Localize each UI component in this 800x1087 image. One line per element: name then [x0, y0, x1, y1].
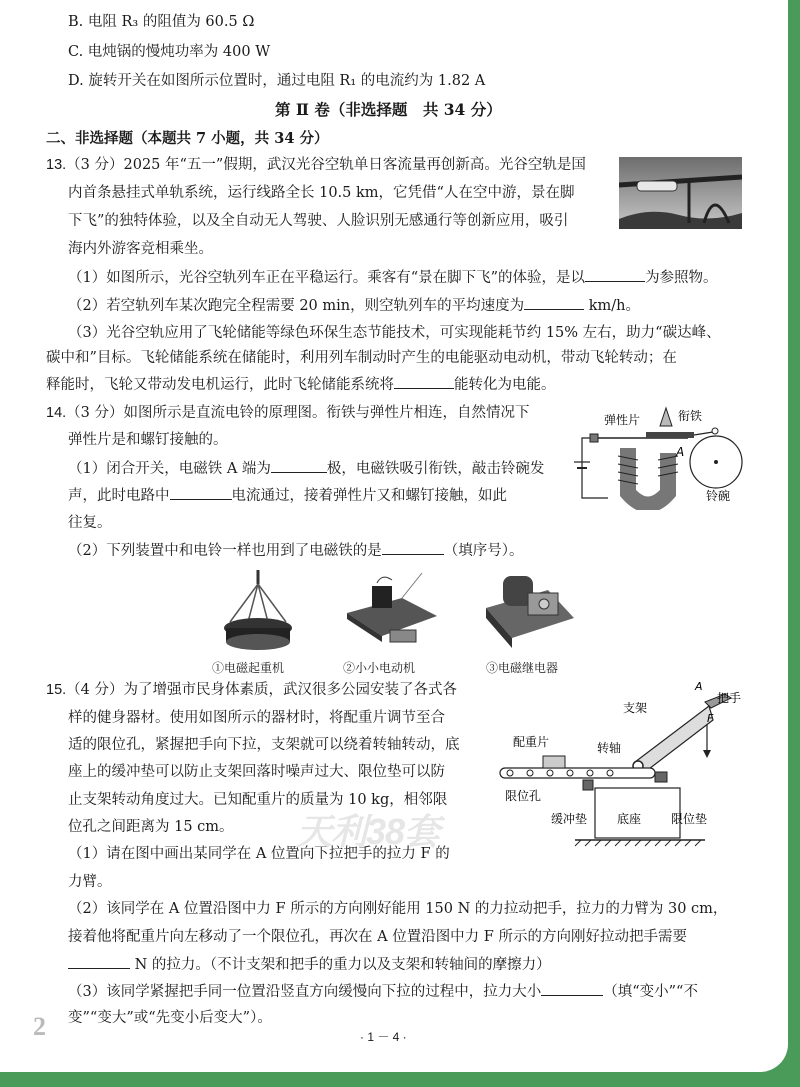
q14-part1-line-1: （1）闭合开关，电磁铁 A 端为 极，电磁铁吸引衔铁，敲击铃碗发	[68, 458, 544, 479]
q14-number: 14.	[46, 405, 67, 421]
label-limit-hole: 限位孔	[505, 789, 542, 803]
electric-bell-diagram	[568, 398, 748, 510]
q14-part2: （2）下列装置中和电铃一样也用到了电磁铁的是 （填序号）。	[68, 540, 523, 561]
option-d: D. 旋转开关在如图所示位置时，通过电阻 R₁ 的电流约为 1.82 A	[68, 73, 486, 89]
page-footer: · 1 － 4 ·	[360, 1030, 407, 1044]
q15-line-1: 15.（4 分）为了增强市民身体素质，武汉很多公园安装了各式各	[46, 682, 458, 698]
q15-number: 15.	[46, 682, 67, 698]
q13-number: 13.	[46, 157, 67, 173]
q14-line-2: 弹性片是和螺钉接触的。	[68, 432, 228, 448]
q13-line-2: 内首条悬挂式单轨系统，运行线路全长 10.5 km，它凭借“人在空中游，景在脚	[68, 185, 575, 201]
q13-answer-blank-1[interactable]	[585, 267, 645, 282]
option-c: C. 电炖锅的慢炖功率为 400 W	[68, 44, 271, 60]
caption-motor: ②小小电动机	[343, 661, 416, 675]
q14-line-1: 14.（3 分）如图所示是直流电铃的原理图。衔铁与弹性片相连，自然情况下	[46, 405, 530, 421]
q13-answer-blank-3[interactable]	[394, 374, 454, 389]
part-title: 二、非选择题（本题共 7 小题，共 34 分）	[46, 130, 329, 147]
mini-motor-image	[342, 568, 442, 658]
caption-relay: ③电磁继电器	[486, 661, 559, 675]
option-b: B. 电阻 R₃ 的阻值为 60.5 Ω	[68, 14, 255, 30]
label-a-point: A	[695, 680, 703, 693]
q15-part1-line-1: （1）请在图中画出某同学在 A 位置向下拉把手的拉力 F 的	[68, 846, 450, 862]
q14-answer-blank-2[interactable]	[170, 485, 232, 500]
label-handle: 把手	[717, 691, 742, 705]
q15-line-4: 座上的缓冲垫可以防止支架回落时噪声过大、限位垫可以防	[68, 764, 445, 780]
label-spring-strip: 弹性片	[604, 413, 641, 427]
q15-line-3: 适的限位孔，紧握把手向下拉，支架就可以绕着转轴转动，底	[68, 737, 460, 753]
q15-part2-line-2: 接着他将配重片向左移动了一个限位孔，再次在 A 位置沿图中力 F 所示的方向刚好拉动把手需要	[68, 929, 687, 945]
q14-part1-line-2: 声，此时电路中 电流通过，接着弹性片又和螺钉接触，如此	[68, 485, 507, 506]
fitness-equipment-diagram	[495, 680, 750, 850]
q15-line-5: 止支架转动角度过大。已知配重片的质量为 10 kg，相邻限	[68, 792, 448, 808]
section-title: 第 Ⅱ 卷（非选择题 共 34 分）	[275, 100, 502, 119]
q13-line-1: 13.（3 分）2025 年“五一”假期，武汉光谷空轨单日客流量再创新高。光谷空轨是国	[46, 157, 586, 173]
q13-part2: （2）若空轨列车某次跑完全程需要 20 min，则空轨列车的平均速度为 km/h。	[68, 295, 640, 316]
q15-line-2: 样的健身器材。使用如图所示的器材时，将配重片调节至合	[68, 710, 445, 726]
q13-part1: （1）如图所示，光谷空轨列车正在平稳运行。乘客有“景在脚下飞”的体验，是以 为参照物。	[68, 267, 718, 288]
q13-part3-line-1: （3）光谷空轨应用了飞轮储能等绿色环保生态节能技术，可实现能耗节约 15% 左右，助力“碳达峰、	[68, 325, 721, 341]
q14-part1-line-3: 往复。	[68, 515, 112, 531]
page-number: 2	[33, 1012, 46, 1041]
q13-answer-blank-2[interactable]	[524, 295, 584, 310]
q13-line-4: 海内外游客竞相乘坐。	[68, 241, 213, 257]
label-base: 底座	[617, 812, 642, 826]
label-force-f: F	[707, 712, 714, 725]
q15-part3-line-2: 变”“变大”或“先变小后变大”）。	[68, 1010, 272, 1026]
q15-part1-line-2: 力臂。	[68, 874, 112, 890]
skyrail-photo	[619, 157, 742, 229]
label-a-end: A	[676, 445, 685, 459]
label-axle: 转轴	[597, 741, 622, 755]
label-frame: 支架	[623, 701, 648, 715]
relay-image	[478, 568, 578, 658]
q13-part3-line-3: 释能时，飞轮又带动发电机运行，此时飞轮储能系统将 能转化为电能。	[46, 374, 556, 395]
q14-answer-blank-3[interactable]	[382, 540, 444, 555]
electromagnetic-crane-image	[218, 570, 298, 658]
q15-part3-line-1: （3）该同学紧握把手同一位置沿竖直方向缓慢向下拉的过程中，拉力大小 （填“变小”“不	[68, 981, 698, 1002]
label-weight-plate: 配重片	[513, 735, 550, 749]
q15-part2-line-3: N 的拉力。（不计支架和把手的重力以及支架和转轴间的摩擦力）	[68, 954, 551, 975]
label-bell-bowl: 铃碗	[706, 489, 731, 503]
q13-part3-line-2: 碳中和”目标。飞轮储能系统在储能时，利用列车制动时产生的电能驱动电动机，带动飞轮转动；在	[46, 350, 677, 366]
q15-answer-blank-1[interactable]	[68, 954, 130, 969]
q15-answer-blank-2[interactable]	[541, 981, 603, 996]
caption-crane: ①电磁起重机	[212, 661, 285, 675]
q15-line-6: 位孔之间距离为 15 cm。	[68, 819, 234, 835]
watermark-logo: 天利38套	[296, 811, 440, 852]
q13-line-3: 下飞”的独特体验，以及全自动无人驾驶、人脸识别无感通行等创新应用，吸引	[68, 213, 569, 229]
q15-part2-line-1: （2）该同学在 A 位置沿图中力 F 所示的方向刚好能用 150 N 的力拉动把手，拉力的力臂为 30 cm，	[68, 901, 728, 917]
label-cushion: 缓冲垫	[551, 812, 588, 826]
label-armature: 衔铁	[678, 409, 703, 423]
label-limit-pad: 限位垫	[671, 812, 708, 826]
q14-answer-blank-1[interactable]	[271, 458, 327, 473]
